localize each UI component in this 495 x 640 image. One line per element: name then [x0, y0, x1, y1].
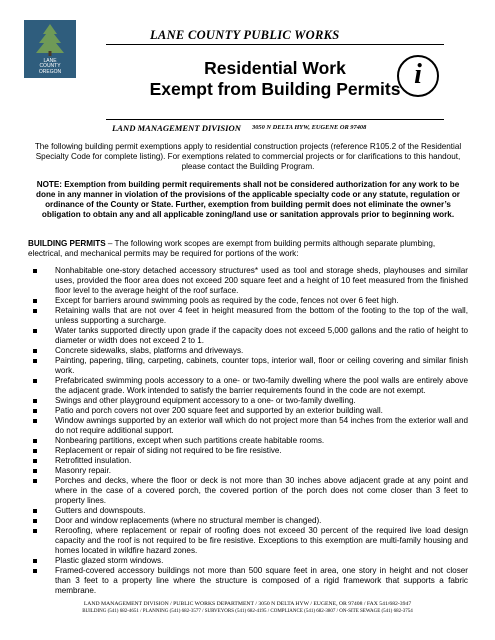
list-item-text: Painting, papering, tiling, carpeting, cabinets, counter tops, interior wall, floor or ceiling covering and similar finish work.: [55, 356, 468, 375]
bullet-icon: [33, 519, 37, 523]
division-address: 3050 N DELTA HYW, EUGENE OR 97408: [252, 124, 367, 131]
logo-text-line: COUNTY: [39, 63, 61, 69]
list-item-text: Water tanks supported directly upon grade if the capacity does not exceed 5,000 gallons and the ratio of height to diameter or width does not exceed 2 to 1.: [55, 326, 468, 345]
list-item-text: Patio and porch covers not over 200 square feet and supported by an exterior building wall.: [55, 406, 383, 415]
list-item: [28, 506, 468, 516]
header-rule-top: [106, 44, 444, 45]
bullet-icon: [33, 379, 37, 383]
bullet-icon: [33, 409, 37, 413]
list-item: [28, 526, 468, 556]
list-item-text: Plastic glazed storm windows.: [55, 556, 164, 565]
bullet-icon: [33, 419, 37, 423]
list-item: [28, 296, 468, 306]
list-item-text: Prefabricated swimming pools accessory to a one- or two-family dwelling where the pool walls are entirely above the adjacent grade. Work intended to satisfy the barrier requirements found in the code are not exempt.: [55, 376, 468, 395]
permits-paragraph: [28, 239, 468, 259]
bullet-icon: [33, 269, 37, 273]
page-title-line2: Exempt from Building Permits: [149, 79, 401, 99]
list-item: [28, 376, 468, 396]
list-item-text: Except for barriers around swimming pools as required by the code, fences not over 6 feet high.: [55, 296, 399, 305]
list-item-text: Porches and decks, where the floor or deck is not more than 30 inches above adjacent grade at any point and where in the case of a covered porch, the covered portion of the porch does not come closer than 3 feet to property lines.: [55, 476, 468, 505]
list-item-text: Retaining walls that are not over 4 feet in height measured from the bottom of the footing to the top of the wall, unless supporting a surcharge.: [55, 306, 468, 325]
bullet-icon: [33, 439, 37, 443]
list-item: [28, 346, 468, 356]
logo-text-line: OREGON: [38, 68, 62, 75]
list-item-text: Concrete sidewalks, slabs, platforms and driveways.: [55, 346, 244, 355]
list-item: [28, 516, 468, 526]
list-item-text: Reroofing, where replacement or repair of roofing does not exceed 30 percent of the required live load design capacity and the roof is not required to be fire resistive. Exceptions to this exemption are multi-family housing and homes located in wildfire hazard zones.: [55, 526, 468, 555]
logo-caption: [24, 59, 76, 76]
list-item: [28, 456, 468, 466]
bullet-icon: [33, 359, 37, 363]
list-item: [28, 556, 468, 566]
bullet-icon: [33, 569, 37, 573]
list-item-text: Swings and other playground equipment accessory to a one- or two-family dwelling.: [55, 396, 356, 405]
bullet-icon: [33, 529, 37, 533]
page-title-line1: Residential Work: [204, 58, 346, 78]
list-item: [28, 566, 468, 596]
list-item-text: Framed-covered accessory buildings not more than 500 square feet in area, one story in height and not closer than 3 feet to a property line where the structure is composed of a rigid framework that supports a fabric membrane.: [55, 566, 468, 595]
info-glyph: i: [414, 59, 422, 90]
list-item-text: Retrofitted insulation.: [55, 456, 132, 465]
bullet-icon: [33, 509, 37, 513]
tree-icon: [30, 23, 70, 57]
list-item-text: Nonbearing partitions, except when such partitions create habitable rooms.: [55, 436, 325, 445]
list-item-text: Window awnings supported by an exterior wall which do not project more than 54 inches from the exterior wall and do not require additional support.: [55, 416, 468, 435]
list-item: [28, 326, 468, 346]
list-item: [28, 476, 468, 506]
permits-heading: BUILDING PERMITS: [28, 239, 106, 248]
footer-contact-line: LAND MANAGEMENT DIVISION / PUBLIC WORKS DEPARTMENT / 3050 N DELTA HYW / EUGENE, OR 97408 / FAX 541/682-3947: [83, 601, 412, 607]
exempt-work-list: [28, 266, 468, 596]
logo-text-line: LANE: [43, 57, 57, 64]
bullet-icon: [33, 299, 37, 303]
list-item: [28, 416, 468, 436]
bullet-icon: [33, 309, 37, 313]
bullet-icon: [33, 559, 37, 563]
lane-county-logo: [24, 20, 76, 78]
list-item: [28, 436, 468, 446]
bullet-icon: [33, 329, 37, 333]
bullet-icon: [33, 459, 37, 463]
header-rule-bottom: [106, 119, 444, 120]
list-item: [28, 446, 468, 456]
list-item: [28, 356, 468, 376]
agency-name: LANE COUNTY PUBLIC WORKS: [150, 28, 340, 42]
bullet-icon: [33, 479, 37, 483]
info-icon: [397, 55, 439, 97]
bullet-icon: [33, 349, 37, 353]
footer-phone-line: BUILDING (541) 682-4651 / PLANNING (541) 682-3577 / SURVEYORS (541) 682-4195 / COMPLIANCE (541) 682-3807 / ON-SITE SEWAGE (541) 682-3754: [82, 609, 413, 614]
list-item-text: Nonhabitable one-story detached accessory structures* used as tool and storage sheds, playhouses and similar uses, provided the floor area does not exceed 200 square feet and a height of 10 feet measured from the finished floor level to the average height of the roof surface.: [55, 266, 468, 295]
list-item-text: Replacement or repair of siding not required to be fire resistive.: [55, 446, 282, 455]
permits-intro-text: – The following work scopes are exempt from building permits although separate plumbing, electrical, and mechanical permits may be required for portions of the work:: [28, 239, 436, 258]
list-item: [28, 396, 468, 406]
bullet-icon: [33, 399, 37, 403]
list-item-text: Masonry repair.: [55, 466, 111, 475]
division-name: LAND MANAGEMENT DIVISION: [112, 123, 241, 133]
list-item-text: Door and window replacements (where no structural member is changed).: [55, 516, 322, 525]
intro-paragraph: The following building permit exemptions apply to residential construction projects (reference R105.2 of the Residential Specialty Code for complete listing). For exemptions related to commercial projects or for clarifications to this handout, please contact the Building Program.: [34, 142, 462, 171]
bullet-icon: [33, 449, 37, 453]
list-item: [28, 466, 468, 476]
note-paragraph: NOTE: Exemption from building permit requirements shall not be considered authorization for any work to be done in any manner in violation of the provisions of the applicable specialty code or any statute, regulation or ordinance of the County or State. Further, exemption from building permit does not eliminate the owner’s obligation to obtain any and all applicable zoning/land use or sanitation approvals prior to beginning work.: [36, 180, 460, 219]
list-item: [28, 306, 468, 326]
bullet-icon: [33, 469, 37, 473]
list-item-text: Gutters and downspouts.: [55, 506, 146, 515]
list-item: [28, 266, 468, 296]
list-item: [28, 406, 468, 416]
